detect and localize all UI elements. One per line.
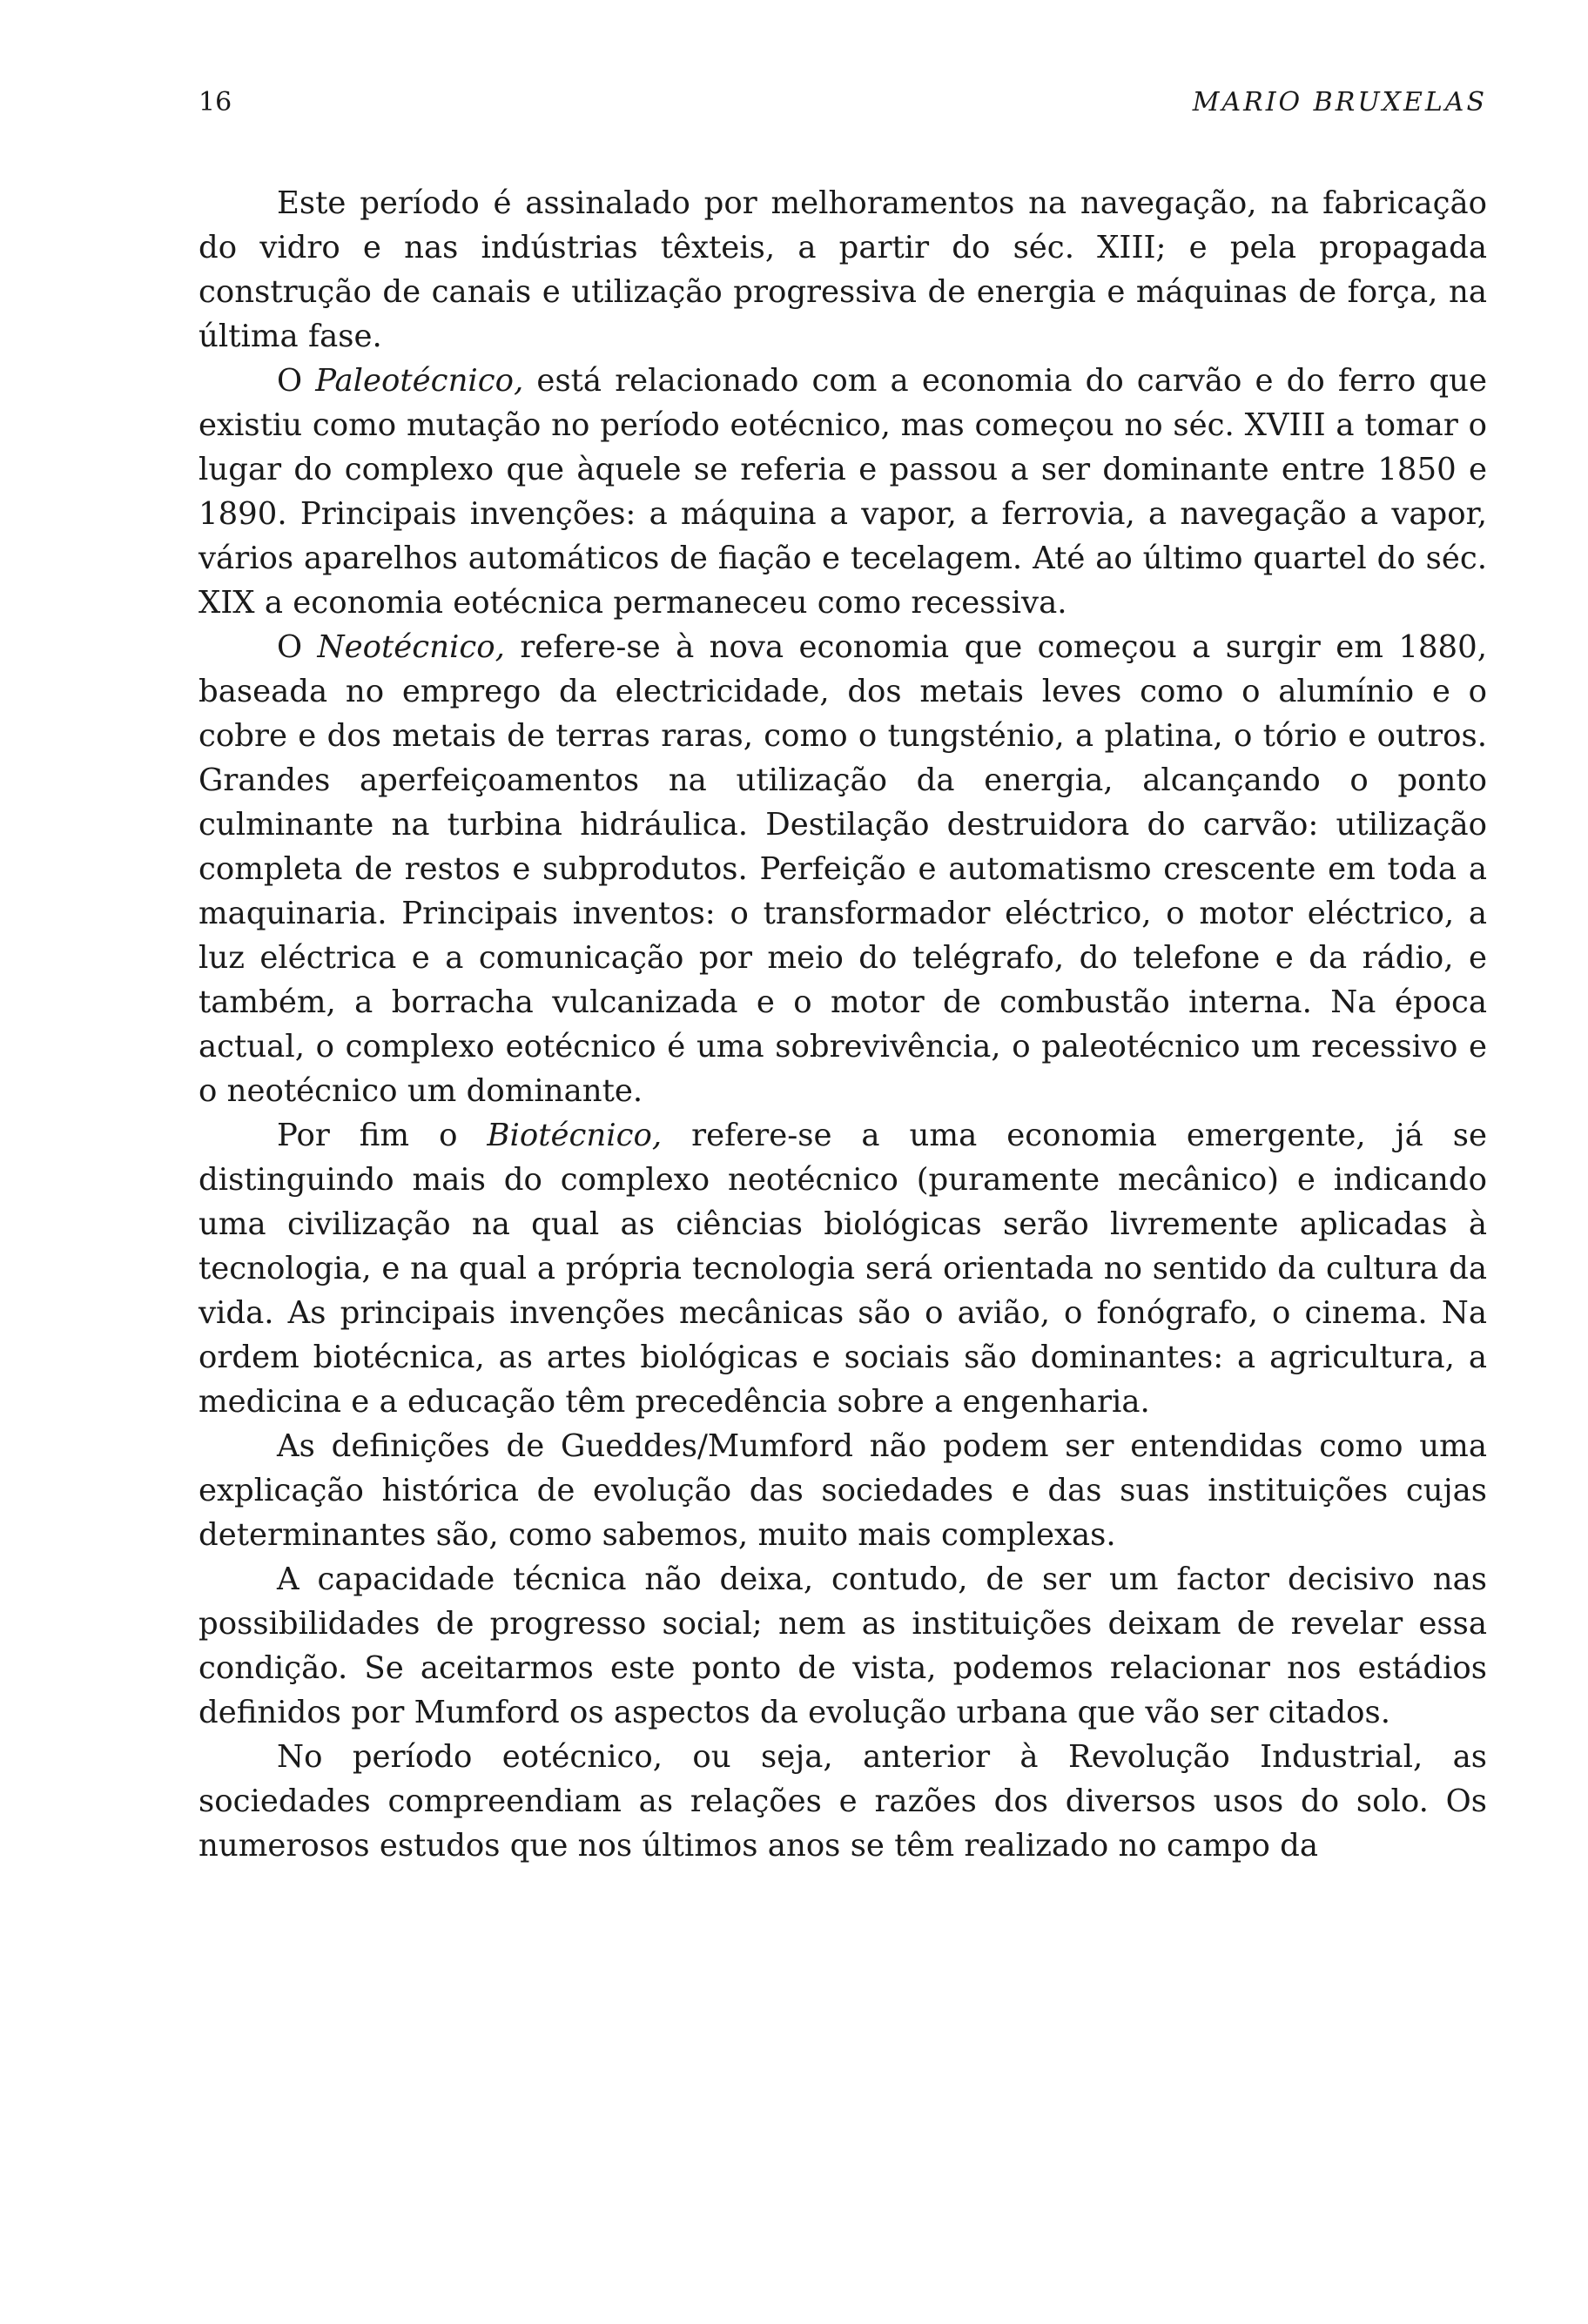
paragraph-4: Por fim o Biotécnico, refere-se a uma economia emergente, já se distinguindo mais do complexo neotécnico (puramente mecânico) e indicando uma civilização na qual as ciências biológicas serão livremente aplicadas à tecnologia, e na qual a própria tecnologia será orientada no sentido da cultura da vida. As principais invenções mecânicas são o avião, o fonógrafo, o cinema. Na ordem biotécnica, as artes biológicas e sociais são dominantes: a agricultura, a medicina e a educação têm precedência sobre a engenharia. bbox=[198, 1118, 1488, 1420]
running-head: MARIO BRUXELAS bbox=[1192, 87, 1487, 118]
body-text bbox=[198, 181, 1487, 1868]
term-paleotecnico: Paleotécnico, bbox=[315, 363, 524, 399]
paragraph-5: As definições de Gueddes/Mumford não podem ser entendidas como uma explicação histórica de evolução das sociedades e das suas instituições cujas determinantes são, como sabemos, muito mais complexas. bbox=[198, 1428, 1487, 1553]
paragraph-6: A capacidade técnica não deixa, contudo, de ser um factor decisivo nas possibilidades de progresso social; nem as instituições deixam de revelar essa condição. Se aceitarmos este ponto de vista, podemos relacionar nos estádios definidos por Mumford os aspectos da evolução urbana que vão ser citados. bbox=[198, 1562, 1487, 1730]
paragraph-1: Este período é assinalado por melhoramentos na navegação, na fabricação do vidro e nas indústrias têxteis, a partir do séc. XIII; e pela propagada construção de canais e utilização progressiva de energia e máquinas de força, na última fase. bbox=[198, 185, 1487, 354]
term-neotecnico: Neotécnico, bbox=[317, 629, 505, 665]
term-biotecnico: Biotécnico, bbox=[487, 1118, 663, 1153]
paragraph-2: O Paleotécnico, está relacionado com a economia do carvão e do ferro que existiu como mutação no período eotécnico, mas começou no séc. XVIII a tomar o lugar do complexo que àquele se referia e passou a ser dominante entre 1850 e 1890. Principais invenções: a máquina a vapor, a ferrovia, a navegação a vapor, vários aparelhos automáticos de fiação e tecelagem. Até ao último quartel do séc. XIX a economia eotécnica permaneceu como recessiva. bbox=[198, 363, 1488, 621]
paragraph-7: No período eotécnico, ou seja, anterior à Revolução Industrial, as sociedades compreendiam as relações e razões dos diversos usos do solo. Os numerosos estudos que nos últimos anos se têm realizado no campo da bbox=[198, 1739, 1487, 1864]
page-number: 16 bbox=[198, 87, 232, 118]
paragraph-3: O Neotécnico, refere-se à nova economia que começou a surgir em 1880, baseada no emprego da electricidade, dos metais leves como o alumínio e o cobre e dos metais de terras raras, como o tungsténio, a platina, o tório e outros. Grandes aperfeiçoamentos na utilização da energia, alcançando o ponto culminante na turbina hidráulica. Destilação destruidora do carvão: utilização completa de restos e subprodutos. Perfeição e automatismo crescente em toda a maquinaria. Principais inventos: o transformador eléctrico, o motor eléctrico, a luz eléctrica e a comunicação por meio do telégrafo, do telefone e da rádio, e também, a borracha vulcanizada e o motor de combustão interna. Na época actual, o complexo eotécnico é uma sobrevivência, o paleotécnico um recessivo e o neotécnico um dominante. bbox=[198, 629, 1487, 1109]
page-header bbox=[198, 87, 1487, 131]
